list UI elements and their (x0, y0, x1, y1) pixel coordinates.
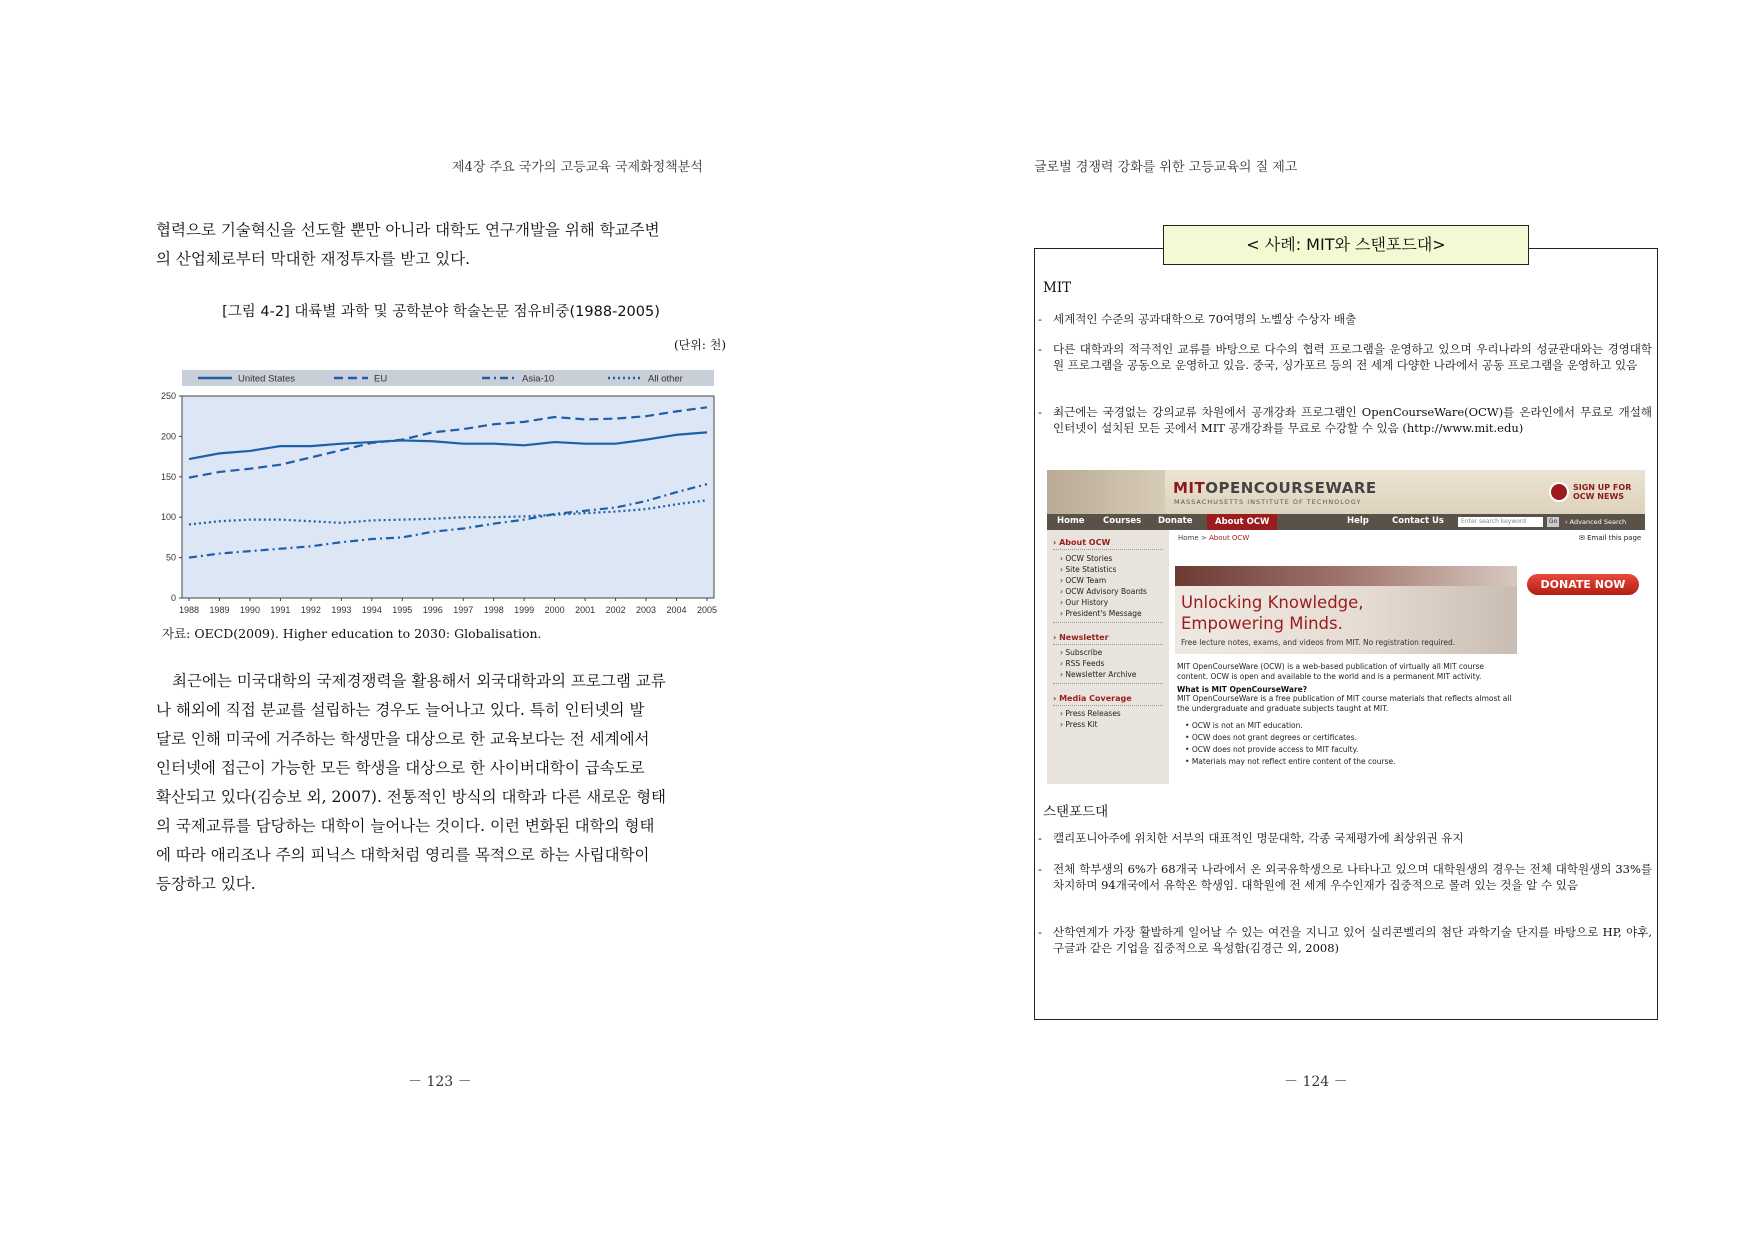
mit-bullet (1038, 404, 1652, 436)
figure-source: 자료: OECD(2009). Higher education to 2030: Globalisation. (162, 626, 542, 641)
x-tick-label: 2005 (696, 605, 718, 615)
body-line: 최근에는 미국대학의 국제경쟁력을 활용해서 외국대학과의 프로그램 교류 (172, 672, 666, 690)
side-item[interactable]: › Subscribe (1060, 648, 1103, 657)
donate-now-button[interactable]: DONATE NOW (1527, 574, 1639, 595)
bullet-text: 전체 학부생의 6%가 68개국 나라에서 온 외국유학생으로 나타나고 있으며 대학원생의 경우는 전체 대학원생의 33%를 차지하며 94개국에서 유학온 학생임. 대학원에 전 세계 우수인재가 집중적으로 몰려 있는 것을 알 수 있음 (1053, 862, 1652, 892)
legend-label: All other (648, 373, 683, 385)
nav-help[interactable]: Help (1347, 516, 1369, 526)
bullet-text: 산학연계가 가장 활발하게 일어날 수 있는 여건을 지니고 있어 실리콘벨리의 첨단 과학기술 단지를 바탕으로 HP, 야후, 구글과 같은 기업을 집중적으로 육성함(김경근 외, 2008) (1053, 925, 1652, 955)
bullet-text: 다른 대학과의 적극적인 교류를 바탕으로 다수의 협력 프로그램을 운영하고 있으며 우리나라의 성균관대와는 경영대학원 프로그램을 공동으로 운영하고 있음. 중국, 싱가포르 등의 전 세계 다양한 나라에서 공동 프로그램을 운영하고 있음 (1053, 342, 1652, 372)
x-tick-label: 2001 (575, 605, 596, 615)
legend-label: EU (374, 373, 388, 385)
nav-donate[interactable]: Donate (1158, 516, 1193, 526)
stanford-heading: 스탠포드대 (1043, 804, 1109, 820)
ocw-search-input[interactable]: Enter search keyword (1458, 517, 1543, 527)
x-tick-label: 1995 (392, 605, 413, 615)
hero-subtext: Free lecture notes, exams, and videos from MIT. No registration required. (1181, 638, 1456, 647)
bullet-dash: - (1038, 342, 1042, 356)
side-item[interactable]: › OCW Stories (1060, 554, 1113, 563)
mit-heading: MIT (1043, 280, 1072, 296)
ocw-banner-photo (1047, 470, 1165, 514)
case-title: < 사례: MIT와 스탠포드대> (1163, 225, 1529, 265)
side-rule (1053, 549, 1163, 550)
x-tick-label: 2004 (666, 605, 687, 615)
body-line: 달로 인해 미국에 거주하는 학생만을 대상으로 한 교육보다는 전 세계에서 (156, 730, 650, 748)
ocw-bullet-list (1185, 720, 1395, 768)
x-tick-label: 1996 (422, 605, 443, 615)
mit-bullet (1038, 311, 1652, 327)
x-tick-label: 2000 (544, 605, 565, 615)
ocw-what-heading: What is MIT OpenCourseWare? (1177, 685, 1308, 694)
ocw-intro-text: MIT OpenCourseWare (OCW) is a web-based publication of virtually all MIT course content. OCW is open and available to the world and is a permanent MIT activity. (1177, 662, 1484, 681)
ocw-banner (1047, 470, 1645, 514)
side-media-coverage[interactable]: › Media Coverage (1053, 694, 1132, 703)
x-tick-label: 2003 (636, 605, 657, 615)
nav-courses[interactable]: Courses (1103, 516, 1142, 526)
side-item[interactable]: › OCW Advisory Boards (1060, 587, 1147, 596)
x-tick-label: 1988 (178, 605, 200, 615)
intro-line: 협력으로 기술혁신을 선도할 뿐만 아니라 대학도 연구개발을 위해 학교주변 (156, 221, 660, 239)
body-line: 등장하고 있다. (156, 875, 256, 893)
figure-title: [그림 4-2] 대륙별 과학 및 공학분야 학술논문 점유비중(1988-2005) (222, 304, 660, 320)
side-item[interactable]: › President's Message (1060, 609, 1142, 618)
body-paragraph (156, 667, 726, 899)
side-item[interactable]: › Newsletter Archive (1060, 670, 1137, 679)
x-tick-label: 1989 (209, 605, 230, 615)
x-tick-label: 1998 (483, 605, 504, 615)
body-line: 인터넷에 접근이 가능한 모든 학생을 대상으로 한 사이버대학이 급속도로 (156, 759, 645, 777)
side-rule (1053, 683, 1163, 684)
signup-link[interactable]: SIGN UP FOR OCW NEWS (1573, 483, 1632, 501)
ocw-nav-bar (1047, 514, 1645, 530)
mit-bullet (1038, 341, 1652, 373)
ocw-sidebar (1047, 530, 1169, 784)
y-tick-label: 50 (165, 552, 176, 563)
stanford-bullet (1038, 830, 1652, 846)
x-tick-label: 1991 (270, 605, 291, 615)
stanford-bullet (1038, 861, 1652, 893)
email-page-link[interactable]: ✉ Email this page (1579, 534, 1642, 542)
side-newsletter[interactable]: › Newsletter (1053, 633, 1109, 642)
ocw-subtitle: MASSACHUSETTS INSTITUTE OF TECHNOLOGY (1174, 498, 1362, 506)
legend-label: Asia-10 (522, 373, 555, 385)
side-about-ocw[interactable]: › About OCW (1053, 538, 1111, 547)
bullet-text: 세계적인 수준의 공과대학으로 70여명의 노벨상 수상자 배출 (1053, 312, 1357, 326)
side-rule (1053, 705, 1163, 706)
right-running-head: 글로벌 경쟁력 강화를 위한 고등교육의 질 제고 (1034, 160, 1298, 175)
x-tick-label: 1997 (453, 605, 474, 615)
bullet-dash: - (1038, 312, 1042, 326)
plot-area (182, 396, 714, 598)
bullet-text: 캘리포니아주에 위치한 서부의 대표적인 명문대학, 각종 국제평가에 최상위권 유지 (1053, 831, 1464, 845)
signup-icon[interactable] (1549, 482, 1569, 502)
y-tick-label: 100 (160, 512, 176, 523)
x-tick-label: 1999 (514, 605, 535, 615)
x-tick-label: 1992 (300, 605, 321, 615)
x-tick-label: 2002 (605, 605, 626, 615)
body-line: 에 따라 애리조나 주의 피닉스 대학처럼 영리를 목적으로 하는 사립대학이 (156, 846, 650, 864)
y-tick-label: 250 (160, 391, 176, 401)
body-line: 확산되고 있다(김승보 외, 2007). 전통적인 방식의 대학과 다른 새로운 형태 (156, 788, 667, 806)
x-tick-label: 1993 (331, 605, 352, 615)
body-line: 나 해외에 직접 분교를 설립하는 경우도 늘어나고 있다. 특히 인터넷의 발 (156, 701, 645, 719)
legend-label: United States (238, 373, 296, 385)
side-item[interactable]: › OCW Team (1060, 576, 1107, 585)
side-item[interactable]: › Press Releases (1060, 709, 1121, 718)
ocw-list-item: • OCW does not provide access to MIT faculty. (1185, 745, 1359, 754)
side-item[interactable]: › Site Statistics (1060, 565, 1117, 574)
bullet-dash: - (1038, 925, 1042, 939)
bullet-dash: - (1038, 405, 1042, 419)
ocw-what-text: MIT OpenCourseWare is a free publication of MIT course materials that reflects almost all the undergraduate and graduate subjects taught at MIT. (1177, 694, 1512, 713)
bullet-dash: - (1038, 862, 1042, 876)
side-item[interactable]: › RSS Feeds (1060, 659, 1105, 668)
ocw-list-item: • OCW does not grant degrees or certificates. (1185, 733, 1357, 742)
hero-headline: Unlocking Knowledge, Empowering Minds. (1181, 593, 1364, 633)
ocw-list-item: • Materials may not reflect entire content of the course. (1185, 757, 1396, 766)
nav-home[interactable]: Home (1057, 516, 1085, 526)
ocw-hero-banner (1175, 566, 1517, 654)
left-running-head: 제4장 주요 국가의 고등교육 국제화정책분석 (452, 160, 703, 175)
ocw-logo[interactable]: MITOPENCOURSEWARE (1173, 479, 1377, 497)
intro-paragraph (156, 216, 726, 274)
ocw-breadcrumb: Home > About OCW (1178, 534, 1250, 542)
nav-contact-us[interactable]: Contact Us (1392, 516, 1444, 526)
y-tick-label: 150 (160, 471, 176, 482)
left-page-number: － 123 － (408, 1074, 472, 1090)
intro-line: 의 산업체로부터 막대한 재정투자를 받고 있다. (156, 250, 471, 268)
side-item[interactable]: › Our History (1060, 598, 1109, 607)
hero-photo-band (1175, 566, 1517, 586)
ocw-list-item: • OCW is not an MIT education. (1185, 721, 1303, 730)
side-rule (1053, 644, 1163, 645)
x-tick-label: 1994 (361, 605, 382, 615)
nav-about-ocw[interactable]: About OCW (1207, 514, 1277, 530)
line-chart (156, 366, 726, 622)
y-tick-label: 200 (160, 431, 176, 442)
bullet-dash: - (1038, 831, 1042, 845)
advanced-search-link[interactable]: › Advanced Search (1565, 518, 1627, 526)
y-tick-label: 0 (170, 593, 176, 603)
bullet-text: 최근에는 국경없는 강의교류 차원에서 공개강좌 프로그램인 OpenCourseWare(OCW)를 온라인에서 무료로 개설해 인터넷이 설치된 모든 곳에서 MIT 공개강좌를 무료로 수강할 수 있음 (http://www.mit.edu) (1053, 405, 1652, 435)
stanford-bullet (1038, 924, 1652, 956)
side-rule (1053, 622, 1163, 623)
ocw-go-button[interactable]: Go (1548, 518, 1558, 525)
body-line: 의 국제교류를 담당하는 대학이 늘어나는 것이다. 이런 변화된 대학의 형태 (156, 817, 655, 835)
right-page-number: － 124 － (1284, 1074, 1348, 1090)
x-tick-label: 1990 (239, 605, 260, 615)
mit-ocw-screenshot (1047, 470, 1645, 784)
unit-label: (단위: 천) (674, 338, 726, 352)
side-item[interactable]: › Press Kit (1060, 720, 1098, 729)
